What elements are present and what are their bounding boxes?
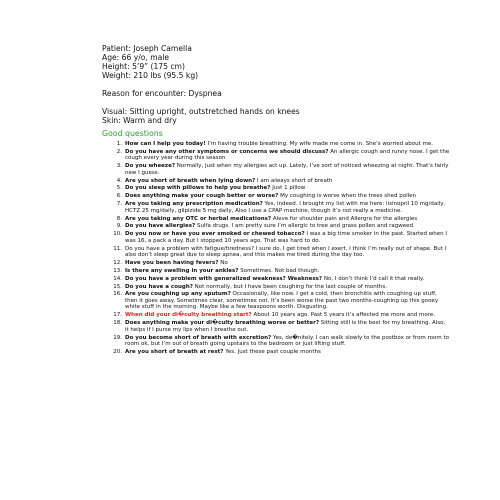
question-text: When did your di�culty breathing start? [125,312,252,319]
question-item [112,185,450,192]
question-item [112,201,450,214]
answer-text: I’m having trouble breathing. My wife made me come in. She’s worried about me. [205,141,433,147]
question-item [112,335,450,348]
reason-for-encounter: Reason for encounter: Dyspnea [102,89,222,98]
question-number: 2. [116,148,122,155]
question-item [112,349,450,356]
question-text: Do you have a cough? [125,283,193,290]
question-number: 9. [116,223,122,230]
question-text: Do you now or have you ever smoked or chewed tobacco? [125,231,305,238]
question-item [112,163,450,176]
question-number: 3. [116,163,122,170]
questions-list [112,141,450,357]
question-item [112,193,450,200]
good-questions-heading: Good questions [102,129,163,138]
question-item [112,246,450,259]
question-text: Do you sleep with pillows to help you breathe? [125,185,271,192]
question-item [112,231,450,244]
answer-text: Aleve for shoulder pain and Allergra for the allergies [271,215,418,222]
answer-text: Occasionally, like now. I get a cold, then bronchitis with coughing up stuff, then it goes away. Sometimes clear, sometimes not. It’s been worse the past two months-coughing up this gooey white stuff in the morning. Maybe like a few teaspoons worth. Disgusting. [125,291,439,311]
answer-text: I was a big time smoker in the past. Started when I was 16, a pack a day. But I stopped 10 years ago. That was hard to do. [125,231,447,244]
answer-text: About 10 years ago. Past 5 years it’s affected me more and more. [251,312,436,319]
question-text: Have you been having fevers? [125,260,219,267]
question-number: 5. [116,185,122,192]
answer-text: Not normally, but I have been coughing for the last couple of months. [192,283,388,290]
answer-text: My coughing is worse when the trees shed pollen [278,193,417,200]
answer-text: Yes. Just these past couple months [223,348,321,355]
answer-text: No [218,260,228,267]
question-text: Do you have a problem with generalized weakness? Weakness? [125,275,323,282]
answer-text: I am always short of breath [255,177,333,184]
question-item [112,141,450,148]
question-item [112,216,450,223]
question-item [112,268,450,275]
visual-observation: Visual: Sitting upright, outstretched hands on knees [102,107,300,116]
skin-observation: Skin: Warm and dry [102,116,177,125]
patient-height: Height: 5’9” (175 cm) [102,62,185,71]
question-number: 18. [113,320,122,327]
question-number: 20. [113,348,122,355]
question-text: Are you short of breath at rest? [125,348,224,355]
question-number: 4. [116,177,122,184]
question-text: Do you wheeze? [125,163,176,170]
question-number: 19. [113,334,122,341]
question-item [112,291,450,311]
answer-text: An allergic cough and runny nose. I get the cough every year during this season [125,148,450,162]
answer-text: Normally, just when my allergies act up. Lately, I’ve sort of noticed wheezing at night. That’s fairly new I guess. [125,163,449,176]
question-item [112,320,450,333]
question-text: Does anything make your cough better or worse? [125,193,279,200]
question-item [112,223,450,230]
question-number: 11. [113,245,122,252]
patient-name: Patient: Joseph Camella [102,44,192,53]
question-number: 15. [113,283,122,290]
answer-text: Sitting still is the best for my breathing. Also, it helps if I purse my lips when I breathe out. [125,320,446,333]
question-item [112,312,450,319]
question-item [112,284,450,291]
question-item [112,149,450,162]
question-text: How can I help you today! [125,141,206,147]
question-number: 7. [116,201,122,208]
answer-text: Do you have a problem with fatigue/tiredness? I sure do. I get tired when I exert. I think I’m really out of shape. But I also don’t sleep great due to sleep apnea, and this makes me tired during the day too. [125,245,447,259]
question-text: Are you taking any prescription medication? [125,201,263,208]
question-number: 16. [113,291,122,298]
question-number: 14. [113,275,122,282]
answer-text: Sulfa drugs. I am pretty sure I’m allergic to tree and grass pollen and ragweed. [195,223,415,230]
question-number: 13. [113,267,122,274]
answer-text: Sometimes. Not bad though. [238,267,320,274]
question-number: 17. [113,312,122,319]
question-text: Do you have allergies? [125,223,196,230]
question-item [112,260,450,267]
question-item [112,276,450,283]
question-number: 12. [113,260,122,267]
question-text: Do you have any other symptoms or concerns we should discuss? [125,148,329,155]
answer-text: No, I don’t think I’d call it that really. [322,275,425,282]
question-text: Are you taking any OTC or herbal medications? [125,215,272,222]
patient-header [102,44,482,125]
question-item [112,178,450,185]
question-text: Is there any swelling in your ankles? [125,267,239,274]
answer-text: Yes, de�nitely. I can walk slowly to the postbox or from room to room ok, but I’m out of breath going upstairs to the bedroom or just lifting stuff. [125,334,450,348]
question-number: 1. [116,141,122,147]
question-text: Are you coughing up any sputum? [125,291,231,298]
question-number: 10. [113,231,122,238]
question-text: Does anything make your di�culty breathing worse or better? [125,320,320,327]
patient-age: Age: 66 y/o, male [102,53,170,62]
answer-text: Just 1 pillow [270,185,306,192]
question-number: 6. [116,193,122,200]
question-number: 8. [116,215,122,222]
patient-weight: Weight: 210 lbs (95.5 kg) [102,71,199,80]
answer-text: Yes, indeed. I brought my list with me here: lisinopril 10 mg/daily, HCTZ 25 mg/daily, glipizide 5 mg daily, Also I use a CPAP machine, though it’s not really a medicine. [125,201,446,214]
question-text: Are you short of breath when lying down? [125,177,256,184]
question-text: Do you become short of breath with excretion? [125,334,272,341]
